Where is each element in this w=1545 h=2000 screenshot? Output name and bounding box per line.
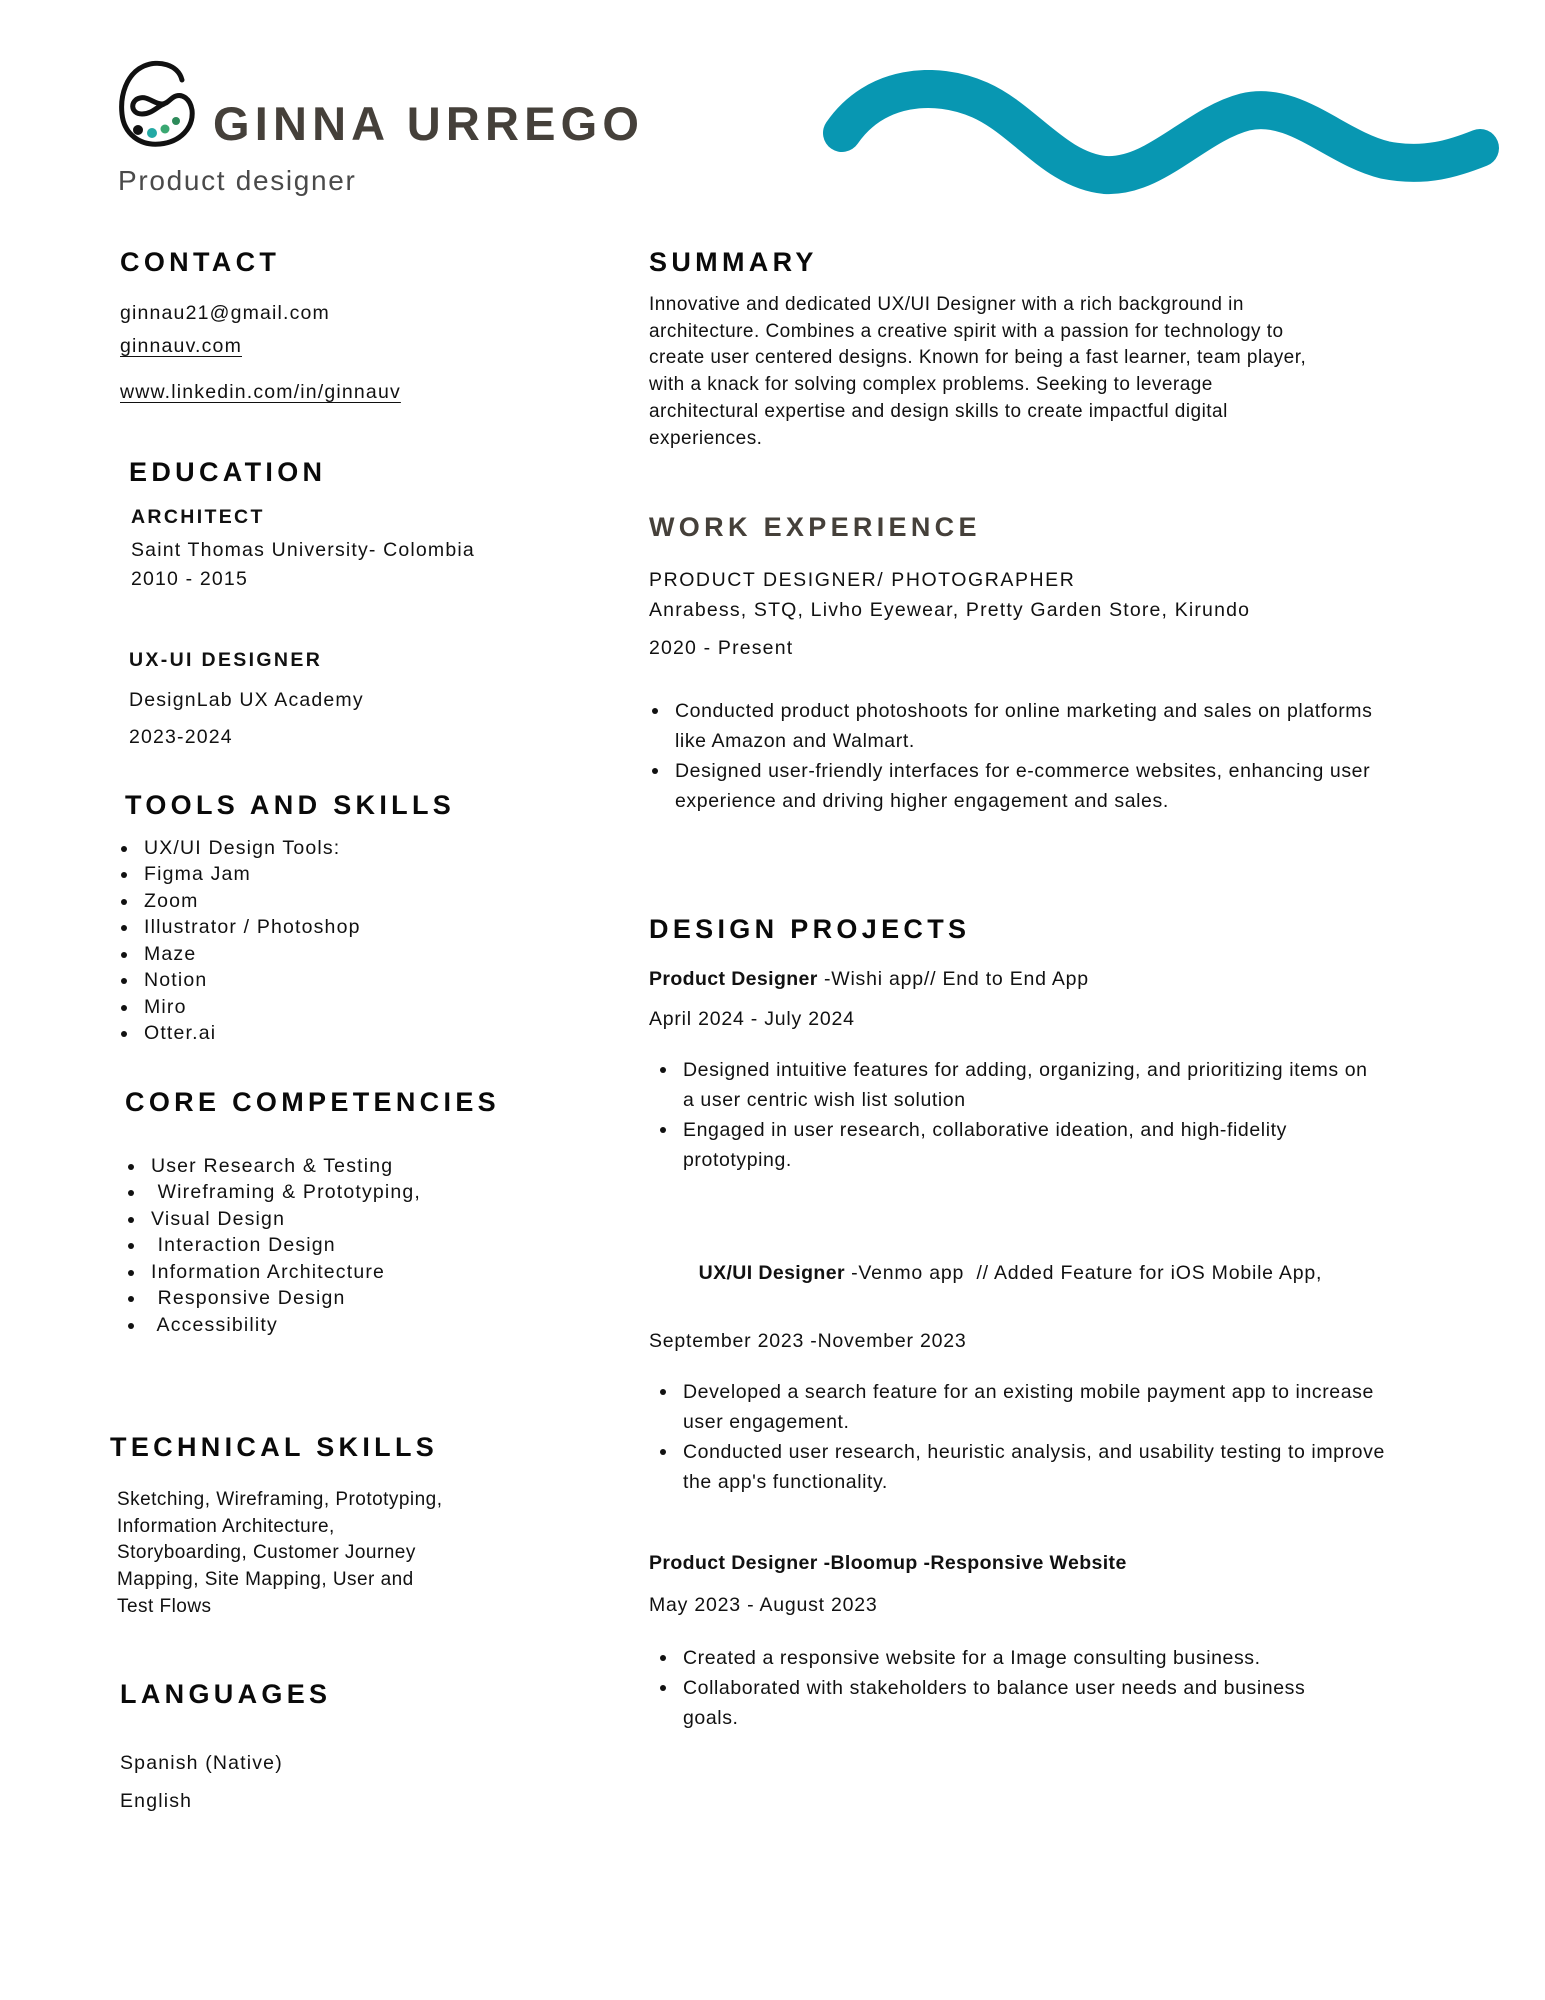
text-line: Information Architecture, (117, 1515, 335, 1537)
list-item: Information Architecture (151, 1259, 580, 1286)
candidate-title: Product designer (118, 165, 357, 196)
text-line: architecture. Combines a creative spirit with a passion for technology to (649, 320, 1284, 342)
contact-heading: CONTACT (120, 247, 281, 277)
text-line: Mapping, Site Mapping, User and (117, 1569, 414, 1591)
text-line: Test Flows (117, 1595, 212, 1617)
list-item: Illustrator / Photoshop (144, 914, 580, 941)
list-item: Zoom (144, 888, 580, 915)
project-dates: May 2023 - August 2023 (649, 1594, 878, 1617)
education-section (129, 459, 580, 749)
text-line: Innovative and dedicated UX/UI Designer with a rich background in (649, 294, 1244, 315)
list-item: Maze (144, 941, 580, 968)
projects-heading: DESIGN PROJECTS (649, 914, 971, 945)
work-role: PRODUCT DESIGNER/ PHOTOGRAPHER (649, 569, 1076, 592)
text-line: architectural expertise and design skills to create impactful digital (649, 400, 1228, 422)
list-item: User Research & Testing (151, 1153, 580, 1180)
contact-website-link[interactable]: ginnauv.com (120, 335, 242, 358)
text-line: Sketching, Wireframing, Prototyping, (117, 1489, 443, 1511)
education-school: DesignLab UX Academy (129, 688, 364, 711)
text-line: Storyboarding, Customer Journey (117, 1542, 416, 1564)
competencies-list (151, 1153, 580, 1339)
education-school: Saint Thomas University- Colombia (131, 538, 475, 561)
work-bullets (675, 696, 1395, 816)
project-title (649, 965, 1469, 993)
list-item: Notion (144, 967, 580, 994)
palette-g-logo-icon (118, 58, 200, 148)
education-heading: EDUCATION (129, 457, 327, 488)
contact-section (120, 249, 580, 404)
project-bullets (683, 1643, 1343, 1733)
list-item: Figma Jam (144, 861, 580, 888)
text-line: with a knack for solving complex problems. Seeking to leverage (649, 374, 1213, 396)
list-item: Conducted product photoshoots for online marketing and sales on platforms like Amazon and Walmart. (675, 696, 1395, 756)
technical-skills-text (117, 1487, 580, 1621)
list-item: Collaborated with stakeholders to balance user needs and business goals. (683, 1673, 1343, 1733)
project-item (649, 1231, 1469, 1497)
list-item: Accessibility (151, 1312, 580, 1339)
tools-heading: TOOLS AND SKILLS (125, 789, 456, 820)
project-bullets (683, 1055, 1383, 1175)
language-item: English (120, 1789, 193, 1812)
education-years: 2023-2024 (129, 726, 233, 749)
project-item (649, 965, 1469, 1175)
list-item: Designed user-friendly interfaces for e-commerce websites, enhancing user experience and driving higher engagement and sales. (675, 756, 1395, 816)
left-column (110, 249, 580, 1813)
contact-email[interactable]: ginnau21@gmail.com (120, 302, 330, 324)
project-title (649, 1231, 1359, 1315)
list-item: Visual Design (151, 1206, 580, 1233)
list-item: Wireframing & Prototyping, (151, 1179, 580, 1206)
summary-text (649, 292, 1469, 452)
project-bullets (683, 1377, 1393, 1497)
summary-section (649, 249, 1469, 452)
project-dates: September 2023 -November 2023 (649, 1330, 967, 1353)
work-clients: Anrabess, STQ, Livho Eyewear, Pretty Garden Store, Kirundo (649, 598, 1251, 621)
languages-heading: LANGUAGES (120, 1678, 332, 1709)
tools-list (144, 835, 580, 1047)
language-item: Spanish (Native) (120, 1751, 283, 1774)
list-item: Conducted user research, heuristic analysis, and usability testing to improve the app's functionality. (683, 1437, 1393, 1497)
list-item: Interaction Design (151, 1232, 580, 1259)
project-title (649, 1549, 1469, 1577)
project-desc: -Venmo app // Added Feature for iOS Mobile App, (844, 1262, 1323, 1285)
languages-section (120, 1678, 580, 1814)
list-item: Otter.ai (144, 1020, 580, 1047)
contact-linkedin-link[interactable]: www.linkedin.com/in/ginnauv (120, 380, 401, 403)
project-role: Product Designer (649, 968, 818, 991)
technical-skills-section (110, 1434, 580, 1621)
right-column (649, 249, 1469, 1733)
education-years: 2010 - 2015 (131, 567, 248, 590)
tools-section (125, 789, 580, 1047)
design-projects-section (649, 916, 1469, 1733)
competencies-heading: CORE COMPETENCIES (125, 1086, 500, 1117)
candidate-name: GINNA URREGO (213, 97, 645, 150)
list-item: Developed a search feature for an existing mobile payment app to increase user engagement. (683, 1377, 1393, 1437)
list-item: Responsive Design (151, 1285, 580, 1312)
logo (118, 58, 200, 148)
education-degree: UX-UI DESIGNER (129, 649, 323, 672)
text-line: experiences. (649, 427, 763, 449)
project-item (649, 1549, 1469, 1733)
list-item: UX/UI Design Tools: (144, 835, 580, 862)
text-line: create user centered designs. Known for being a fast learner, team player, (649, 347, 1307, 369)
technical-heading: TECHNICAL SKILLS (110, 1432, 439, 1463)
decorative-wave (815, 70, 1505, 205)
project-role: UX/UI Designer (698, 1262, 845, 1285)
list-item: Miro (144, 994, 580, 1021)
project-dates: April 2024 - July 2024 (649, 1008, 855, 1031)
summary-heading: SUMMARY (649, 247, 818, 277)
list-item: Created a responsive website for a Image consulting business. (683, 1643, 1343, 1673)
work-heading: WORK EXPERIENCE (649, 512, 981, 543)
competencies-section (125, 1086, 580, 1339)
education-degree: ARCHITECT (131, 506, 265, 529)
project-desc: -Wishi app// End to End App (817, 968, 1089, 991)
work-experience-section (649, 514, 1469, 816)
project-role: Product Designer -Bloomup -Responsive Website (649, 1552, 1127, 1575)
list-item: Designed intuitive features for adding, organizing, and prioritizing items on a user centric wish list solution (683, 1055, 1383, 1115)
list-item: Engaged in user research, collaborative ideation, and high-fidelity prototyping. (683, 1115, 1383, 1175)
work-dates: 2020 - Present (649, 637, 794, 659)
